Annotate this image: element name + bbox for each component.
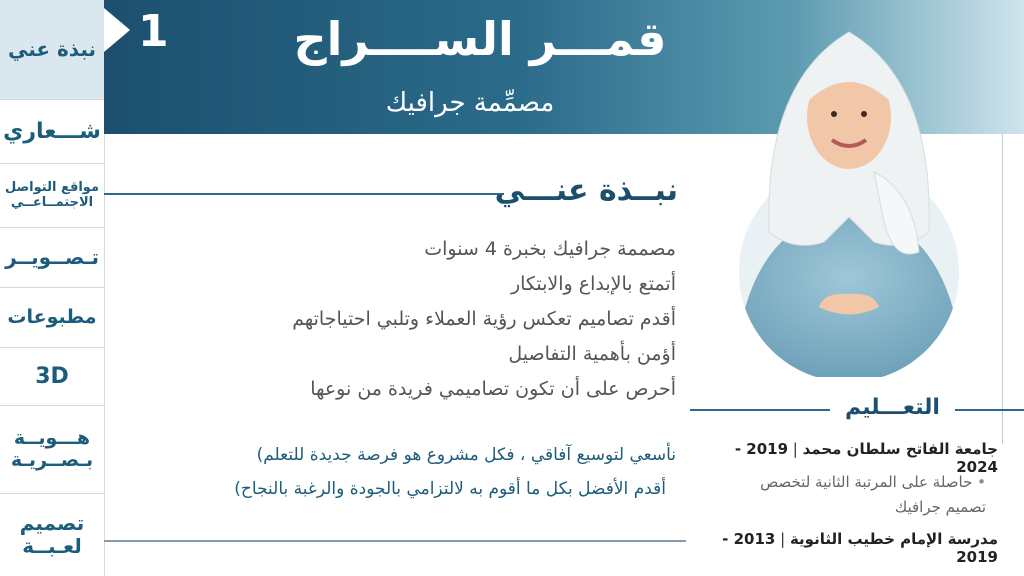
sidebar-item-3d[interactable] [0,348,104,406]
sidebar-item-label: مطبوعات [7,305,97,328]
sidebar-item-photography[interactable] [0,228,104,288]
education-entry [698,530,998,566]
sidebar-item-game-design[interactable] [0,494,104,576]
separator: | [788,440,798,458]
sidebar-item-about[interactable] [0,0,104,100]
about-line: أؤمن بأهمية التفاصيل [508,343,676,365]
sidebar-item-label: هـــويــة بـصــريـة [10,426,94,471]
arrow-right-icon [104,8,130,52]
sidebar-item-social-media[interactable] [0,164,104,228]
about-line: أتمتع بالإبداع والابتكار [510,273,676,295]
divider-line [104,193,504,195]
page-subtitle: مصمِّمة جرافيك [385,88,555,118]
bullet-icon: • [977,473,986,491]
profile-photo [724,22,974,377]
avatar [724,22,974,377]
sidebar-item-label: نبذة عني [7,37,97,61]
sidebar-item-visual-identity[interactable] [0,406,104,494]
motto-text [206,438,676,506]
about-text [216,232,676,407]
sidebar-item-label: 3D [35,363,69,389]
motto-line: أقدم الأفضل بكل ما أقوم به لالتزامي بالجودة والرغبة بالنجاح) [234,479,666,499]
sidebar-item-label: تـصــويــر [5,245,99,269]
education-note-text: حاصلة على المرتبة الثانية لتخصص تصميم جرافيك [760,473,986,516]
school-name: جامعة الفاتح سلطان محمد [802,440,998,458]
sidebar-item-label: شـــعاري [3,118,101,144]
motto-line: نأسعي لتوسيع آفاقي ، فكل مشروع هو فرصة جديدة للتعلم) [256,445,676,465]
education-years: 2019 - 2024 [734,440,998,476]
about-line: مصممة جرافيك بخبرة 4 سنوات [424,238,676,260]
school-name: مدرسة الإمام خطيب الثانوية [789,530,998,548]
page-number: 1 [138,6,169,57]
sidebar-item-label: تصميم لعـبــة [19,511,85,558]
about-line: أقدم تصاميم تعكس رؤية العملاء وتلبي احتياجاتهم [292,308,676,330]
sidebar-item-prints[interactable] [0,288,104,348]
divider-line [955,409,1024,411]
education-years: 2013 - 2019 [722,530,998,566]
sidebar-item-logo[interactable] [0,100,104,164]
about-heading: نبــذة عنـــي [494,173,678,208]
education-note [716,470,986,520]
sidebar-nav [0,0,105,576]
about-line: أحرص على أن تكون تصاميمي فريدة من نوعها [310,378,676,400]
divider-line [690,409,830,411]
education-heading: التعـــليم [845,395,940,420]
separator: | [775,530,786,548]
divider-line [104,540,686,542]
divider-vertical [1002,134,1003,444]
page-title: قمـــر الســــراج [293,12,667,66]
sidebar-item-label: مواقع التواصل الاجتمــاعــي [5,179,99,210]
